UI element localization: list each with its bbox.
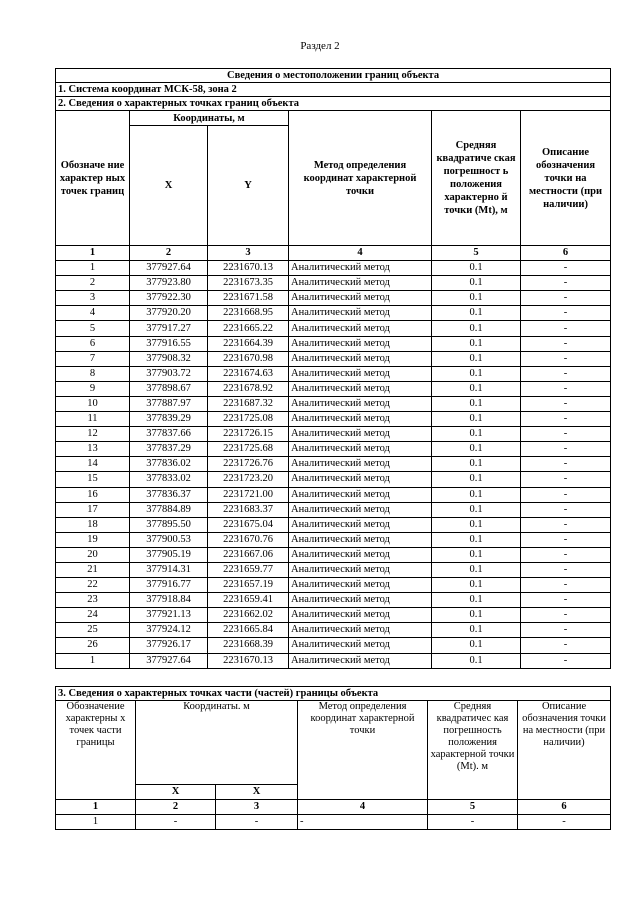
table-row xyxy=(56,336,611,351)
table-row xyxy=(56,532,611,547)
error: 0.1 xyxy=(432,457,521,472)
method: Аналитический метод xyxy=(289,532,432,547)
point-number: 26 xyxy=(56,638,130,653)
coord-x: 377923.80 xyxy=(130,276,208,291)
coord-y: 2231664.39 xyxy=(208,336,289,351)
method: Аналитический метод xyxy=(289,623,432,638)
part-col-number-4: 4 xyxy=(298,800,428,815)
part-header-coords: Координаты. м xyxy=(136,701,298,785)
table-row xyxy=(56,321,611,336)
table-row xyxy=(56,472,611,487)
table-row xyxy=(56,562,611,577)
part-points-heading: 3. Сведения о характерных точках части (частей) границы объекта xyxy=(56,687,611,701)
table-row xyxy=(56,276,611,291)
table-row xyxy=(56,547,611,562)
error: 0.1 xyxy=(432,608,521,623)
header-y: Y xyxy=(208,126,289,246)
point-number: 22 xyxy=(56,578,130,593)
description: - xyxy=(521,366,611,381)
error: 0.1 xyxy=(432,562,521,577)
coord-y: 2231662.02 xyxy=(208,608,289,623)
point-number: 15 xyxy=(56,472,130,487)
description: - xyxy=(521,532,611,547)
coord-x: 377916.77 xyxy=(130,578,208,593)
description: - xyxy=(521,578,611,593)
coord-x: 377836.37 xyxy=(130,487,208,502)
description: - xyxy=(521,261,611,276)
coord-x: 377924.12 xyxy=(130,623,208,638)
description: - xyxy=(521,291,611,306)
table-title: Сведения о местоположении границ объекта xyxy=(56,69,611,83)
point-number: 4 xyxy=(56,306,130,321)
error: 0.1 xyxy=(432,593,521,608)
coord-x: 377839.29 xyxy=(130,412,208,427)
method: Аналитический метод xyxy=(289,427,432,442)
header-coords: Координаты, м xyxy=(130,111,289,126)
error: 0.1 xyxy=(432,472,521,487)
part-boundary-points-table xyxy=(55,686,611,830)
part-header-error: Средняя квадратичес кая погрешность положения характерной точки (Mt). м xyxy=(428,701,518,800)
coord-y: 2231670.13 xyxy=(208,261,289,276)
coord-x: 377903.72 xyxy=(130,366,208,381)
point-number: 24 xyxy=(56,608,130,623)
col-number-4: 4 xyxy=(289,246,432,261)
coord-y: 2231665.22 xyxy=(208,321,289,336)
coord-y: 2231671.58 xyxy=(208,291,289,306)
coord-y: 2231721.00 xyxy=(208,487,289,502)
coord-x: 377927.64 xyxy=(130,653,208,668)
description: - xyxy=(521,442,611,457)
method: Аналитический метод xyxy=(289,396,432,411)
part-col-number-1: 1 xyxy=(56,800,136,815)
col-number-1: 1 xyxy=(56,246,130,261)
description: - xyxy=(521,396,611,411)
coord-y: - xyxy=(216,815,298,830)
part-col-number-2: 2 xyxy=(136,800,216,815)
description: - xyxy=(521,638,611,653)
coordinate-system: 1. Система координат МСК-58, зона 2 xyxy=(56,83,611,97)
description: - xyxy=(521,517,611,532)
coord-y: 2231668.95 xyxy=(208,306,289,321)
description: - xyxy=(521,457,611,472)
description: - xyxy=(521,547,611,562)
coord-y: 2231726.15 xyxy=(208,427,289,442)
table-row xyxy=(56,653,611,668)
col-number-6: 6 xyxy=(521,246,611,261)
point-number: 2 xyxy=(56,276,130,291)
coord-y: 2231725.68 xyxy=(208,442,289,457)
coord-x: 377917.27 xyxy=(130,321,208,336)
method: Аналитический метод xyxy=(289,412,432,427)
method: Аналитический метод xyxy=(289,608,432,623)
error: 0.1 xyxy=(432,638,521,653)
part-header-y: X xyxy=(216,784,298,799)
error: 0.1 xyxy=(432,517,521,532)
section-label: Раздел 2 xyxy=(300,40,340,52)
points-heading: 2. Сведения о характерных точках границ объекта xyxy=(56,97,611,111)
table-row xyxy=(56,638,611,653)
error: 0.1 xyxy=(432,578,521,593)
part-col-number-5: 5 xyxy=(428,800,518,815)
coord-y: 2231670.76 xyxy=(208,532,289,547)
coord-x: 377895.50 xyxy=(130,517,208,532)
point-number: 25 xyxy=(56,623,130,638)
point-number: 6 xyxy=(56,336,130,351)
table-row xyxy=(56,381,611,396)
description: - xyxy=(521,306,611,321)
error: - xyxy=(428,815,518,830)
coord-y: 2231723.20 xyxy=(208,472,289,487)
error: 0.1 xyxy=(432,396,521,411)
coord-x: 377898.67 xyxy=(130,381,208,396)
method: Аналитический метод xyxy=(289,472,432,487)
table-row xyxy=(56,623,611,638)
coord-x: 377916.55 xyxy=(130,336,208,351)
coord-x: 377833.02 xyxy=(130,472,208,487)
coord-x: 377884.89 xyxy=(130,502,208,517)
table-row xyxy=(56,517,611,532)
coord-x: 377922.30 xyxy=(130,291,208,306)
coord-x: 377887.97 xyxy=(130,396,208,411)
method: Аналитический метод xyxy=(289,276,432,291)
description: - xyxy=(521,487,611,502)
table-row xyxy=(56,427,611,442)
coord-y: 2231683.37 xyxy=(208,502,289,517)
part-header-x: X xyxy=(136,784,216,799)
coord-x: 377914.31 xyxy=(130,562,208,577)
point-number: 19 xyxy=(56,532,130,547)
method: Аналитический метод xyxy=(289,653,432,668)
description: - xyxy=(521,608,611,623)
coord-x: 377908.32 xyxy=(130,351,208,366)
point-number: 21 xyxy=(56,562,130,577)
coord-x: 377900.53 xyxy=(130,532,208,547)
method: Аналитический метод xyxy=(289,578,432,593)
method: Аналитический метод xyxy=(289,321,432,336)
error: 0.1 xyxy=(432,276,521,291)
error: 0.1 xyxy=(432,321,521,336)
coord-x: 377926.17 xyxy=(130,638,208,653)
part-header-method: Метод определения координат характерной точки xyxy=(298,701,428,800)
coord-y: 2231687.32 xyxy=(208,396,289,411)
method: Аналитический метод xyxy=(289,457,432,472)
coord-y: 2231673.35 xyxy=(208,276,289,291)
coord-y: 2231670.98 xyxy=(208,351,289,366)
description: - xyxy=(521,351,611,366)
description: - xyxy=(518,815,611,830)
part-col-number-6: 6 xyxy=(518,800,611,815)
point-number: 11 xyxy=(56,412,130,427)
table-row xyxy=(56,291,611,306)
method: Аналитический метод xyxy=(289,638,432,653)
error: 0.1 xyxy=(432,653,521,668)
coord-y: 2231657.19 xyxy=(208,578,289,593)
coord-y: 2231670.13 xyxy=(208,653,289,668)
method: Аналитический метод xyxy=(289,547,432,562)
coord-y: 2231665.84 xyxy=(208,623,289,638)
error: 0.1 xyxy=(432,487,521,502)
table-row xyxy=(56,593,611,608)
coord-y: 2231659.77 xyxy=(208,562,289,577)
method: Аналитический метод xyxy=(289,291,432,306)
point-number: 12 xyxy=(56,427,130,442)
method: Аналитический метод xyxy=(289,562,432,577)
error: 0.1 xyxy=(432,427,521,442)
error: 0.1 xyxy=(432,412,521,427)
point-number: 23 xyxy=(56,593,130,608)
coord-x: 377836.02 xyxy=(130,457,208,472)
error: 0.1 xyxy=(432,366,521,381)
point-number: 5 xyxy=(56,321,130,336)
table-row xyxy=(56,578,611,593)
method: - xyxy=(298,815,428,830)
method: Аналитический метод xyxy=(289,351,432,366)
error: 0.1 xyxy=(432,547,521,562)
col-number-2: 2 xyxy=(130,246,208,261)
coord-y: 2231667.06 xyxy=(208,547,289,562)
coord-y: 2231726.76 xyxy=(208,457,289,472)
error: 0.1 xyxy=(432,502,521,517)
coord-x: 377927.64 xyxy=(130,261,208,276)
method: Аналитический метод xyxy=(289,366,432,381)
point-number: 13 xyxy=(56,442,130,457)
description: - xyxy=(521,336,611,351)
point-number: 1 xyxy=(56,653,130,668)
method: Аналитический метод xyxy=(289,336,432,351)
coord-x: 377918.84 xyxy=(130,593,208,608)
point-number: 1 xyxy=(56,261,130,276)
error: 0.1 xyxy=(432,623,521,638)
point-number: 3 xyxy=(56,291,130,306)
method: Аналитический метод xyxy=(289,306,432,321)
method: Аналитический метод xyxy=(289,261,432,276)
header-designation: Обозначе ние характер ных точек границ xyxy=(56,111,130,246)
point-number: 9 xyxy=(56,381,130,396)
coord-y: 2231678.92 xyxy=(208,381,289,396)
table-row xyxy=(56,608,611,623)
error: 0.1 xyxy=(432,261,521,276)
part-col-number-3: 3 xyxy=(216,800,298,815)
point-number: 8 xyxy=(56,366,130,381)
method: Аналитический метод xyxy=(289,381,432,396)
error: 0.1 xyxy=(432,291,521,306)
coord-y: 2231725.08 xyxy=(208,412,289,427)
method: Аналитический метод xyxy=(289,442,432,457)
table-row xyxy=(56,306,611,321)
table-row xyxy=(56,366,611,381)
point-number: 7 xyxy=(56,351,130,366)
method: Аналитический метод xyxy=(289,593,432,608)
table-row xyxy=(56,351,611,366)
coord-x: 377921.13 xyxy=(130,608,208,623)
method: Аналитический метод xyxy=(289,517,432,532)
point-number: 10 xyxy=(56,396,130,411)
coord-x: 377837.29 xyxy=(130,442,208,457)
header-x: X xyxy=(130,126,208,246)
col-number-5: 5 xyxy=(432,246,521,261)
part-header-description: Описание обозначения точки на местности (при наличии) xyxy=(518,701,611,800)
description: - xyxy=(521,427,611,442)
description: - xyxy=(521,381,611,396)
table-row xyxy=(56,487,611,502)
description: - xyxy=(521,502,611,517)
header-error: Средняя квадратиче ская погрешност ь положения характерно й точки (Mt), м xyxy=(432,111,521,246)
table-row xyxy=(56,457,611,472)
header-method: Метод определения координат характерной точки xyxy=(289,111,432,246)
error: 0.1 xyxy=(432,532,521,547)
table-row xyxy=(56,412,611,427)
point-number: 20 xyxy=(56,547,130,562)
description: - xyxy=(521,593,611,608)
description: - xyxy=(521,276,611,291)
table-row xyxy=(56,396,611,411)
part-header-designation: Обозначение характерны х точек части границы xyxy=(56,701,136,800)
description: - xyxy=(521,562,611,577)
boundary-points-table xyxy=(55,68,611,669)
description: - xyxy=(521,412,611,427)
point-number: 18 xyxy=(56,517,130,532)
point-number: 17 xyxy=(56,502,130,517)
coord-x: - xyxy=(136,815,216,830)
description: - xyxy=(521,472,611,487)
coord-x: 377920.20 xyxy=(130,306,208,321)
error: 0.1 xyxy=(432,351,521,366)
point-number: 16 xyxy=(56,487,130,502)
point-number: 14 xyxy=(56,457,130,472)
table-row xyxy=(56,261,611,276)
method: Аналитический метод xyxy=(289,502,432,517)
error: 0.1 xyxy=(432,306,521,321)
table-row xyxy=(56,442,611,457)
coord-x: 377837.66 xyxy=(130,427,208,442)
error: 0.1 xyxy=(432,381,521,396)
coord-y: 2231675.04 xyxy=(208,517,289,532)
header-description: Описание обозначения точки на местности (при наличии) xyxy=(521,111,611,246)
coord-y: 2231659.41 xyxy=(208,593,289,608)
coord-y: 2231668.39 xyxy=(208,638,289,653)
method: Аналитический метод xyxy=(289,487,432,502)
error: 0.1 xyxy=(432,442,521,457)
description: - xyxy=(521,623,611,638)
table-row xyxy=(56,502,611,517)
table-row xyxy=(56,815,611,830)
description: - xyxy=(521,653,611,668)
col-number-3: 3 xyxy=(208,246,289,261)
description: - xyxy=(521,321,611,336)
coord-y: 2231674.63 xyxy=(208,366,289,381)
error: 0.1 xyxy=(432,336,521,351)
point-number: 1 xyxy=(56,815,136,830)
coord-x: 377905.19 xyxy=(130,547,208,562)
